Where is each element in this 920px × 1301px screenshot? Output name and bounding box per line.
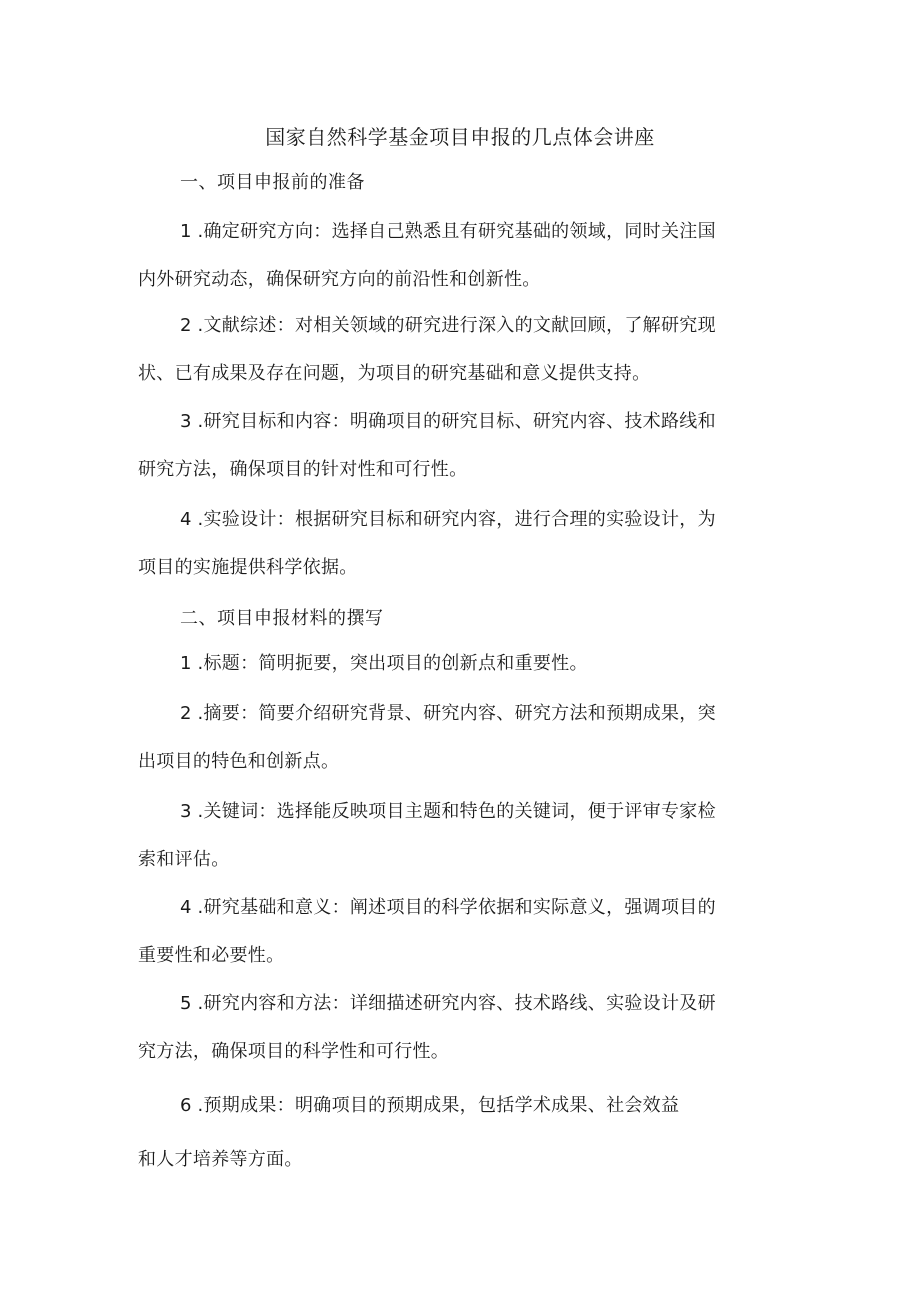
item-text-continued: 项目的实施提供科学依据。 <box>138 557 358 578</box>
section-heading-2: 二、项目申报材料的撰写 <box>180 608 384 629</box>
item-text: .研究目标和内容：明确项目的研究目标、研究内容、技术路线和 <box>197 411 716 432</box>
item-text-continued: 索和评估。 <box>138 849 230 870</box>
item-number: 2 <box>180 703 198 724</box>
item-text: .关键词：选择能反映项目主题和特色的关键词，便于评审专家检 <box>197 801 716 822</box>
list-item <box>138 640 788 688</box>
item-number: 3 <box>180 801 198 822</box>
item-text: .摘要：简要介绍研究背景、研究内容、研究方法和预期成果，突 <box>197 703 716 724</box>
item-text: .预期成果：明确项目的预期成果，包括学术成果、社会效益 <box>197 1095 680 1116</box>
item-number: 4 <box>180 897 198 918</box>
list-item <box>138 398 788 494</box>
list-item <box>138 208 788 304</box>
list-item <box>138 788 788 884</box>
item-text-continued: 状、已有成果及存在问题，为项目的研究基础和意义提供支持。 <box>138 363 651 384</box>
item-number: 3 <box>180 411 198 432</box>
item-number: 5 <box>180 993 198 1014</box>
item-text: .研究内容和方法：详细描述研究内容、技术路线、实验设计及研 <box>197 993 716 1014</box>
item-number: 2 <box>180 315 198 336</box>
item-number: 1 <box>180 653 198 674</box>
item-text-continued: 出项目的特色和创新点。 <box>138 751 340 772</box>
item-text-continued: 研究方法，确保项目的针对性和可行性。 <box>138 459 468 480</box>
list-item <box>138 884 788 980</box>
section-heading-1: 一、项目申报前的准备 <box>180 172 365 193</box>
list-item <box>138 690 788 786</box>
item-text: .文献综述：对相关领域的研究进行深入的文献回顾，了解研究现 <box>197 315 716 336</box>
item-text-continued: 重要性和必要性。 <box>138 945 285 966</box>
item-number: 1 <box>180 221 198 242</box>
item-text-continued: 究方法，确保项目的科学性和可行性。 <box>138 1041 450 1062</box>
item-text-continued: 内外研究动态，确保研究方向的前沿性和创新性。 <box>138 269 541 290</box>
item-text: .确定研究方向：选择自己熟悉且有研究基础的领域，同时关注国 <box>197 221 716 242</box>
document-title: 国家自然科学基金项目申报的几点体会讲座 <box>265 125 655 149</box>
list-item <box>138 302 788 398</box>
item-text: .标题：简明扼要，突出项目的创新点和重要性。 <box>197 653 588 674</box>
item-text: .实验设计：根据研究目标和研究内容，进行合理的实验设计，为 <box>197 509 716 530</box>
list-item <box>138 1082 788 1184</box>
item-text: .研究基础和意义：阐述项目的科学依据和实际意义，强调项目的 <box>197 897 716 918</box>
list-item <box>138 980 788 1076</box>
item-text-continued: 和人才培养等方面。 <box>138 1149 303 1170</box>
item-number: 4 <box>180 509 198 530</box>
item-number: 6 <box>180 1095 198 1116</box>
list-item <box>138 496 788 592</box>
